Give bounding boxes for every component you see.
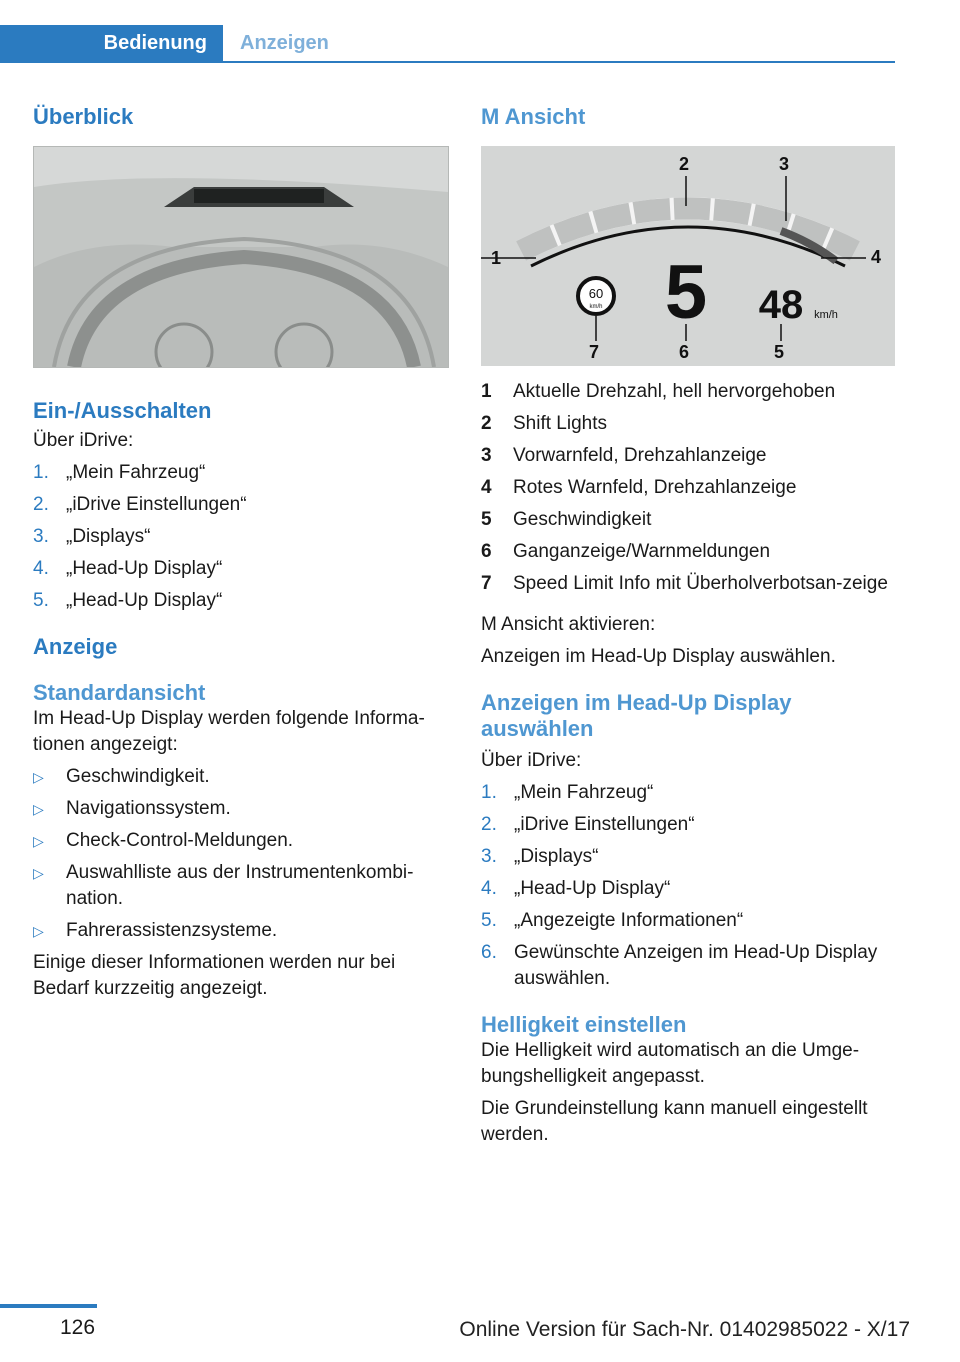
callout-4: 4 xyxy=(871,247,882,267)
table-row: 6 Ganganzeige/Warnmeldungen xyxy=(481,541,771,562)
list-item: 5. „Head-Up Display“ xyxy=(33,590,223,611)
list-item: 3. „Displays“ xyxy=(481,846,599,867)
m-view-figure xyxy=(481,146,895,366)
activate-text: Anzeigen im Head-Up Display auswählen. xyxy=(481,646,836,667)
via-idrive-text: Über iDrive: xyxy=(33,430,134,451)
callout-5: 5 xyxy=(774,342,785,362)
m-view-heading: M Ansicht xyxy=(481,104,586,129)
list-item: 3. „Displays“ xyxy=(33,526,151,547)
onoff-heading: Ein-/Ausschalten xyxy=(33,398,212,423)
brightness-heading: Helligkeit einstellen xyxy=(481,1012,687,1037)
list-item: ▷ Geschwindigkeit. xyxy=(33,766,210,787)
callout-7: 7 xyxy=(589,342,600,362)
onoff-steps xyxy=(33,460,447,614)
info-bullets xyxy=(33,764,447,944)
speed-limit-unit: km/h xyxy=(589,304,603,310)
list-item: 2. „iDrive Einstellungen“ xyxy=(33,494,247,515)
speed-value: 48 xyxy=(758,283,804,327)
overview-heading: Überblick xyxy=(33,104,134,129)
via-idrive-text-right: Über iDrive: xyxy=(481,750,582,771)
dashboard-photo xyxy=(33,146,449,368)
standard-view-heading: Standardansicht xyxy=(33,680,206,705)
page-number: 126 xyxy=(60,1316,96,1339)
list-item: ▷ Navigationssystem. xyxy=(33,798,231,819)
list-item: 1. „Mein Fahrzeug“ xyxy=(33,462,206,483)
list-item: 4. „Head-Up Display“ xyxy=(33,558,223,579)
table-row: 1 Aktuelle Drehzahl, hell hervorgehoben xyxy=(481,381,836,402)
left-column xyxy=(33,100,447,1002)
list-item: 6. Gewünschte Anzeigen im Head-Up Display auswählen. xyxy=(481,942,878,989)
list-item: 4. „Head-Up Display“ xyxy=(481,878,671,899)
standard-view-text: Im Head-Up Display werden folgende Informa-tionen angezeigt: xyxy=(33,708,425,755)
callout-2: 2 xyxy=(679,154,690,174)
figure-legend xyxy=(481,376,888,600)
gear-value: 5 xyxy=(664,250,708,335)
speed-unit: km/h xyxy=(814,309,838,321)
callout-3: 3 xyxy=(779,154,790,174)
callout-1: 1 xyxy=(491,248,502,268)
footer-accent-bar xyxy=(0,1304,97,1308)
select-heading: Anzeigen im Head-Up Display auswählen xyxy=(481,690,792,741)
brightness-text-1: Die Helligkeit wird automatisch an die Umge-bungshelligkeit angepasst. xyxy=(481,1040,860,1087)
list-item: 5. „Angezeigte Informationen“ xyxy=(481,910,744,931)
tab-anzeigen[interactable]: Anzeigen xyxy=(240,32,329,54)
list-item: 1. „Mein Fahrzeug“ xyxy=(481,782,654,803)
table-row: 7 Speed Limit Info mit Überholverbotsan-zeige xyxy=(481,573,888,594)
table-row: 2 Shift Lights xyxy=(481,413,607,434)
list-item: ▷ Check-Control-Meldungen. xyxy=(33,830,294,851)
table-row: 4 Rotes Warnfeld, Drehzahlanzeige xyxy=(481,477,797,498)
table-row: 5 Geschwindigkeit xyxy=(481,509,652,530)
list-item: ▷ Auswahlliste aus der Instrumentenkombi-nation. xyxy=(33,862,414,909)
select-steps xyxy=(481,780,895,992)
tab-bedienung[interactable]: Bedienung xyxy=(0,25,223,61)
list-item: 2. „iDrive Einstellungen“ xyxy=(481,814,695,835)
callout-6: 6 xyxy=(679,342,690,362)
tab-bar xyxy=(0,25,895,63)
online-version-footer: Online Version für Sach-Nr. 01402985022 - X/17 xyxy=(459,1318,910,1341)
list-item: ▷ Fahrerassistenzsysteme. xyxy=(33,920,278,941)
note-text: Einige dieser Informationen werden nur bei Bedarf kurzzeitig angezeigt. xyxy=(33,952,396,999)
right-column xyxy=(481,100,895,1148)
table-row: 3 Vorwarnfeld, Drehzahlanzeige xyxy=(481,445,767,466)
speed-limit-value: 60 xyxy=(588,286,604,301)
brightness-text-2: Die Grundeinstellung kann manuell eingestellt werden. xyxy=(481,1098,868,1145)
activate-label: M Ansicht aktivieren: xyxy=(481,614,656,635)
display-heading: Anzeige xyxy=(33,634,118,659)
